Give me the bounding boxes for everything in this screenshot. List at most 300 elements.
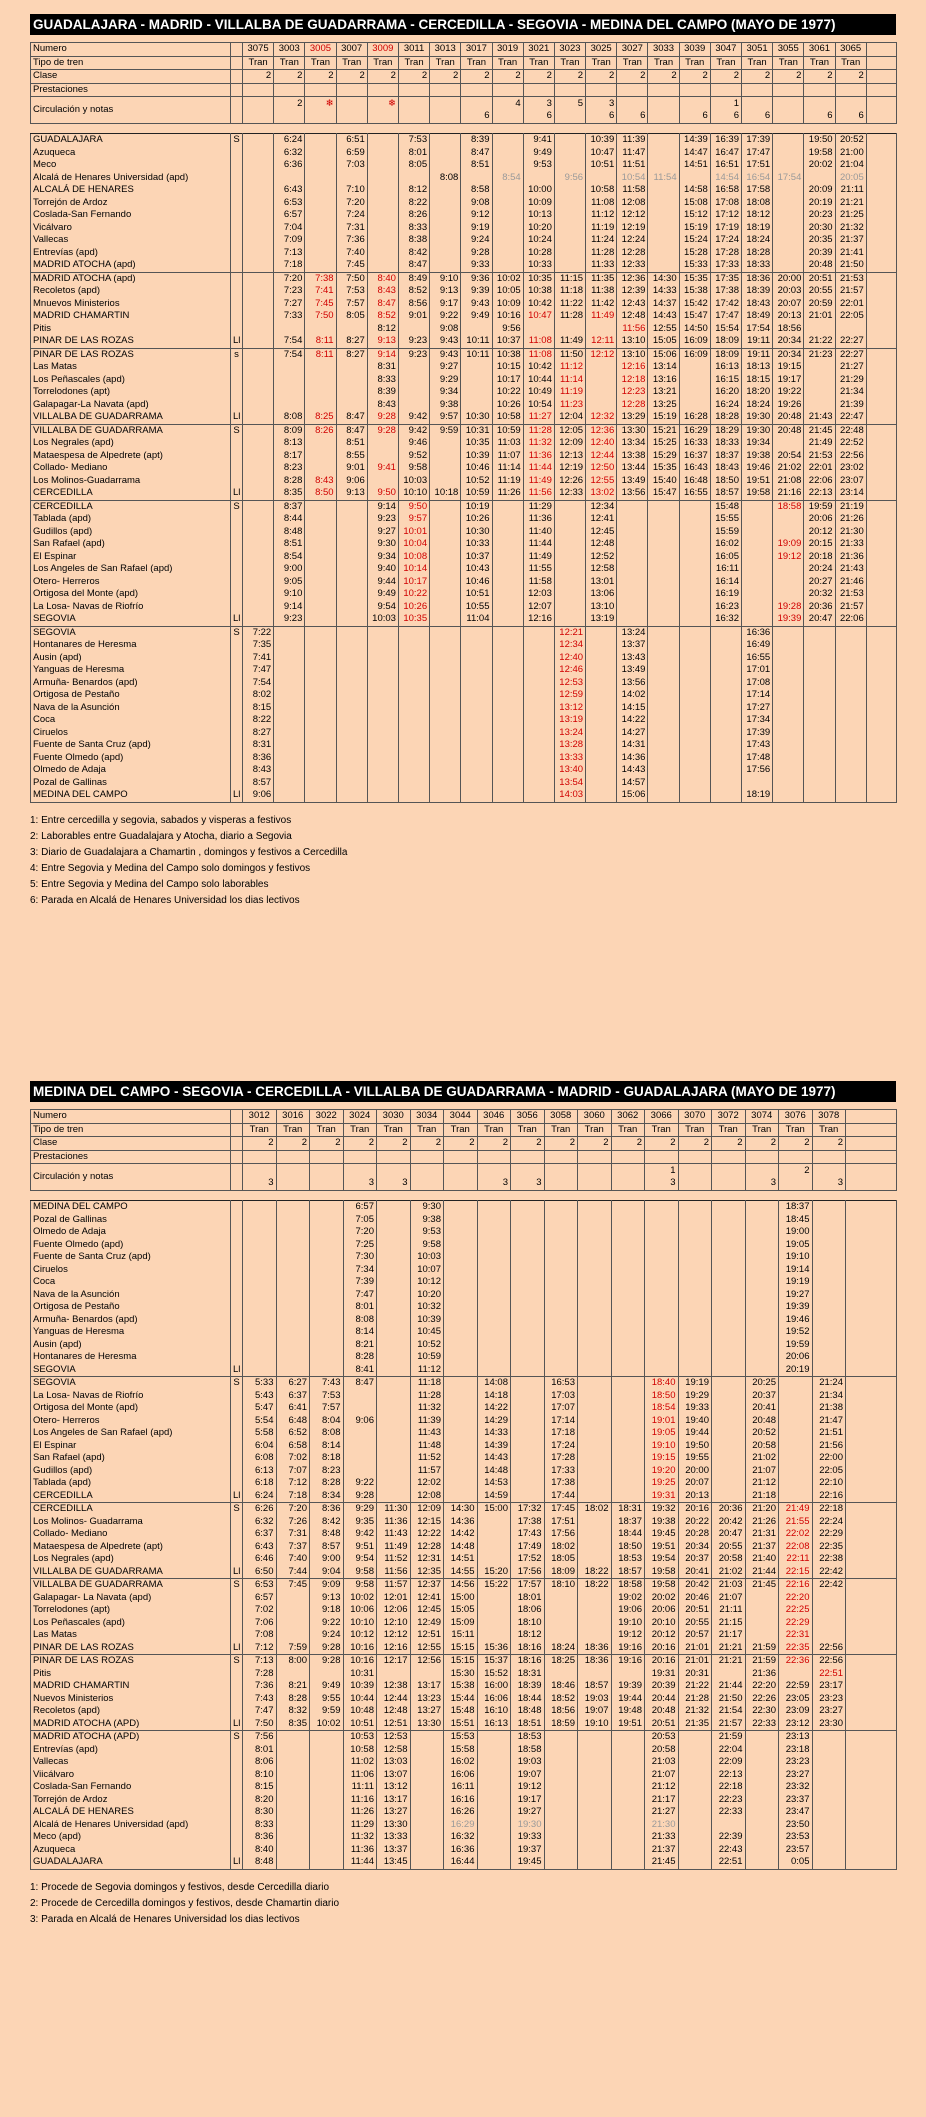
empty-cell	[804, 639, 835, 652]
time-cell: 14:30	[444, 1503, 478, 1516]
time-cell: 8:43	[243, 764, 274, 777]
empty-cell	[444, 1314, 478, 1327]
station-name: Ortigosa del Monte (apd)	[31, 1402, 231, 1415]
empty-cell	[835, 739, 866, 752]
time-cell: 16:05	[710, 551, 741, 564]
station-row	[31, 513, 897, 526]
time-cell: 20:34	[773, 348, 804, 361]
empty-cell	[554, 234, 585, 247]
time-cell: 11:58	[523, 576, 554, 589]
empty-cell	[773, 752, 804, 765]
time-cell: 21:30	[835, 526, 866, 539]
time-cell: 14:37	[648, 298, 679, 311]
station-flag	[231, 247, 243, 260]
time-cell: 19:05	[645, 1427, 679, 1440]
empty-cell	[243, 1339, 277, 1352]
empty-cell	[866, 752, 896, 765]
time-cell: 11:06	[343, 1769, 377, 1782]
empty-cell	[846, 1137, 897, 1151]
empty-cell	[712, 1377, 746, 1390]
time-cell: 12:05	[554, 424, 585, 437]
time-cell: 19:39	[611, 1680, 645, 1693]
time-cell: 17:08	[742, 677, 773, 690]
time-cell: 21:03	[645, 1756, 679, 1769]
time-cell: 15:44	[444, 1693, 478, 1706]
empty-cell	[846, 1314, 897, 1327]
empty-cell	[274, 677, 305, 690]
empty-cell	[511, 1289, 545, 1302]
time-cell: 9:14	[274, 601, 305, 614]
empty-cell	[461, 777, 492, 790]
empty-cell	[586, 639, 617, 652]
time-cell: 9:24	[310, 1629, 344, 1642]
time-cell: 12:40	[586, 437, 617, 450]
time-cell: 19:15	[773, 361, 804, 374]
time-cell: 19:06	[611, 1604, 645, 1617]
empty-cell	[430, 727, 461, 740]
station-flag: S	[231, 500, 243, 513]
time-cell: 17:45	[544, 1503, 578, 1516]
time-cell: 20:53	[645, 1731, 679, 1744]
time-cell: 9:49	[310, 1680, 344, 1693]
time-cell: 9:49	[461, 310, 492, 323]
empty-cell	[243, 1239, 277, 1252]
empty-cell	[367, 172, 398, 185]
empty-cell	[444, 1264, 478, 1277]
time-cell: 8:33	[367, 374, 398, 387]
empty-cell	[866, 97, 896, 124]
time-cell: 20:16	[645, 1655, 679, 1668]
empty-cell	[523, 702, 554, 715]
empty-cell	[554, 551, 585, 564]
time-cell: 19:27	[779, 1289, 813, 1302]
empty-cell	[679, 576, 710, 589]
empty-cell	[846, 1744, 897, 1757]
time-cell: 12:12	[586, 348, 617, 361]
train-c: 2	[742, 70, 773, 84]
time-cell: 16:36	[742, 626, 773, 639]
empty-cell	[773, 702, 804, 715]
time-cell: 11:28	[554, 310, 585, 323]
time-cell: 21:07	[645, 1769, 679, 1782]
time-cell: 9:46	[398, 437, 429, 450]
station-flag	[231, 1744, 243, 1757]
time-cell: 6:48	[276, 1415, 310, 1428]
time-cell: 21:23	[804, 348, 835, 361]
station-name: Azuqueca	[31, 1844, 231, 1857]
time-cell: 9:24	[461, 234, 492, 247]
time-cell: 13:24	[554, 727, 585, 740]
time-cell: 14:55	[444, 1566, 478, 1579]
time-cell: 12:09	[410, 1503, 444, 1516]
time-cell: 11:42	[586, 298, 617, 311]
empty-cell	[866, 652, 896, 665]
time-cell: 8:33	[243, 1819, 277, 1832]
empty-cell	[648, 739, 679, 752]
station-name: Yanguas de Heresma	[31, 664, 231, 677]
empty-cell	[554, 323, 585, 336]
time-cell: 13:01	[586, 576, 617, 589]
empty-cell	[444, 1289, 478, 1302]
time-cell: 9:19	[461, 222, 492, 235]
time-cell: 12:49	[410, 1617, 444, 1630]
empty-cell	[611, 1339, 645, 1352]
time-cell: 17:54	[773, 172, 804, 185]
station-row	[31, 1756, 897, 1769]
time-cell: 19:33	[678, 1402, 712, 1415]
empty-cell	[846, 1629, 897, 1642]
time-cell: 12:39	[617, 285, 648, 298]
empty-cell	[611, 1214, 645, 1227]
empty-cell	[544, 1214, 578, 1227]
empty-cell	[846, 1831, 897, 1844]
empty-cell	[578, 1819, 612, 1832]
time-cell: 18:02	[544, 1541, 578, 1554]
station-name: Torrelodones (apt)	[31, 1604, 231, 1617]
empty-cell	[305, 739, 336, 752]
empty-cell	[866, 576, 896, 589]
time-cell: 7:03	[336, 159, 367, 172]
empty-cell	[377, 1314, 411, 1327]
train-n: 3058	[544, 1110, 578, 1124]
empty-cell	[812, 1756, 846, 1769]
empty-cell	[430, 702, 461, 715]
station-flag: Ll	[231, 613, 243, 626]
empty-cell	[243, 374, 274, 387]
empty-cell	[773, 247, 804, 260]
empty-cell	[645, 1301, 679, 1314]
time-cell: 12:10	[377, 1617, 411, 1630]
time-cell: 22:31	[779, 1629, 813, 1642]
time-cell: 11:58	[617, 184, 648, 197]
station-name: Collado- Mediano	[31, 1528, 231, 1541]
time-cell: 18:24	[544, 1642, 578, 1655]
empty-cell	[648, 134, 679, 147]
header-flag	[231, 1150, 243, 1164]
empty-cell	[523, 789, 554, 802]
time-cell: 8:41	[343, 1364, 377, 1377]
time-cell: 22:09	[712, 1756, 746, 1769]
station-row	[31, 1744, 897, 1757]
train-t: Tran	[274, 56, 305, 70]
empty-cell	[444, 1465, 478, 1478]
time-cell: 9:13	[310, 1592, 344, 1605]
station-flag	[231, 513, 243, 526]
empty-cell	[779, 1465, 813, 1478]
time-cell: 11:28	[523, 424, 554, 437]
train-note	[379, 1165, 408, 1177]
train-n: 3024	[343, 1110, 377, 1124]
empty-cell	[679, 702, 710, 715]
empty-cell	[611, 1744, 645, 1757]
empty-cell	[367, 727, 398, 740]
time-cell: 10:35	[398, 613, 429, 626]
time-cell: 21:22	[678, 1680, 712, 1693]
time-cell: 8:47	[367, 298, 398, 311]
time-cell: 10:26	[398, 601, 429, 614]
empty-cell	[377, 1339, 411, 1352]
time-cell: 12:02	[410, 1477, 444, 1490]
empty-cell	[745, 1214, 779, 1227]
train-c: 2	[276, 1137, 310, 1151]
time-cell: 19:26	[773, 399, 804, 412]
train-stop-note: 3	[670, 1177, 676, 1188]
time-cell: 14:48	[444, 1541, 478, 1554]
empty-cell	[477, 1314, 511, 1327]
train-stop-note	[401, 110, 427, 122]
time-cell: 12:11	[586, 335, 617, 348]
train-stop-note: 6	[608, 110, 615, 121]
time-cell: 11:15	[554, 272, 585, 285]
empty-cell	[461, 789, 492, 802]
time-cell: 16:49	[742, 639, 773, 652]
empty-cell	[804, 714, 835, 727]
time-cell: 10:49	[523, 386, 554, 399]
time-cell: 16:28	[679, 411, 710, 424]
time-cell: 15:53	[444, 1731, 478, 1744]
empty-cell	[679, 652, 710, 665]
station-name: Torrejón de Ardoz	[31, 197, 231, 210]
time-cell: 11:35	[586, 272, 617, 285]
time-cell: 6:52	[276, 1427, 310, 1440]
footnote: 6: Parada en Alcalá de Henares Universidad los dias lectivos	[30, 894, 300, 906]
station-row	[31, 1579, 897, 1592]
header-label: Prestaciones	[31, 83, 231, 97]
empty-cell	[645, 1251, 679, 1264]
empty-cell	[866, 664, 896, 677]
empty-cell	[745, 1856, 779, 1869]
empty-cell	[679, 399, 710, 412]
empty-cell	[243, 1201, 277, 1214]
time-cell: 11:08	[586, 197, 617, 210]
empty-cell	[274, 739, 305, 752]
time-cell: 21:35	[678, 1718, 712, 1731]
empty-cell	[492, 777, 523, 790]
time-cell: 20:39	[804, 247, 835, 260]
empty-cell	[846, 1490, 897, 1503]
train-n: 3022	[310, 1110, 344, 1124]
empty-cell	[645, 1351, 679, 1364]
time-cell: 9:23	[367, 513, 398, 526]
empty-cell	[430, 613, 461, 626]
empty-cell	[243, 259, 274, 272]
empty-cell	[679, 777, 710, 790]
empty-cell	[243, 487, 274, 500]
empty-cell	[367, 777, 398, 790]
time-cell: 20:34	[678, 1541, 712, 1554]
train-c: 2	[367, 70, 398, 84]
empty-cell	[398, 714, 429, 727]
time-cell: 19:58	[645, 1566, 679, 1579]
empty-cell	[648, 147, 679, 160]
station-name: PINAR DE LAS ROZAS	[31, 1655, 231, 1668]
time-cell: 17:08	[710, 197, 741, 210]
train-note-cell	[398, 97, 429, 124]
train-n: 3055	[773, 43, 804, 57]
empty-cell	[611, 1731, 645, 1744]
train-note-cell	[835, 97, 866, 124]
empty-cell	[710, 727, 741, 740]
station-row	[31, 563, 897, 576]
empty-cell	[544, 1744, 578, 1757]
empty-cell	[430, 526, 461, 539]
train-note-cell	[523, 97, 554, 124]
station-flag	[231, 361, 243, 374]
station-name: Los Molinos- Guadarrama	[31, 1516, 231, 1529]
empty-cell	[444, 1440, 478, 1453]
empty-cell	[243, 386, 274, 399]
empty-cell	[578, 1781, 612, 1794]
station-flag	[231, 1452, 243, 1465]
train-stop-note	[245, 110, 271, 122]
time-cell: 12:41	[586, 513, 617, 526]
time-cell: 14:43	[477, 1452, 511, 1465]
time-cell: 23:57	[779, 1844, 813, 1857]
empty-cell	[523, 639, 554, 652]
empty-cell	[648, 689, 679, 702]
time-cell: 18:37	[611, 1516, 645, 1529]
train-n: 3066	[645, 1110, 679, 1124]
empty-cell	[398, 639, 429, 652]
empty-cell	[544, 1831, 578, 1844]
station-flag: S	[231, 1377, 243, 1390]
empty-cell	[866, 563, 896, 576]
empty-cell	[305, 764, 336, 777]
time-cell: 11:26	[343, 1806, 377, 1819]
time-cell: 7:02	[243, 1604, 277, 1617]
empty-cell	[492, 752, 523, 765]
time-cell: 22:27	[835, 335, 866, 348]
station-flag	[231, 1781, 243, 1794]
time-cell: 17:48	[742, 752, 773, 765]
empty-cell	[430, 777, 461, 790]
train-c: 2	[712, 1137, 746, 1151]
station-name: Alcalá de Henares Universidad (apd)	[31, 1819, 231, 1832]
station-row	[31, 752, 897, 765]
time-cell: 9:55	[310, 1693, 344, 1706]
empty-cell	[578, 1604, 612, 1617]
station-row	[31, 1314, 897, 1327]
time-cell: 8:52	[398, 285, 429, 298]
empty-cell	[846, 1528, 897, 1541]
empty-cell	[444, 1214, 478, 1227]
train-stop-note	[714, 1177, 743, 1189]
empty-cell	[745, 1364, 779, 1377]
train-t: Tran	[477, 1123, 511, 1137]
empty-cell	[835, 752, 866, 765]
time-cell: 19:51	[742, 475, 773, 488]
empty-cell	[611, 1806, 645, 1819]
time-cell: 19:40	[678, 1415, 712, 1428]
train-n: 3005	[305, 43, 336, 57]
empty-cell	[305, 563, 336, 576]
time-cell: 19:01	[645, 1415, 679, 1428]
empty-cell	[645, 1326, 679, 1339]
time-cell: 9:06	[243, 789, 274, 802]
empty-cell	[678, 1364, 712, 1377]
time-cell: 11:56	[377, 1566, 411, 1579]
time-cell: 18:43	[742, 298, 773, 311]
empty-cell	[243, 1251, 277, 1264]
empty-cell	[276, 1364, 310, 1377]
empty-cell	[745, 1769, 779, 1782]
empty-cell	[710, 777, 741, 790]
empty-cell	[511, 1490, 545, 1503]
empty-cell	[492, 601, 523, 614]
empty-cell	[866, 487, 896, 500]
time-cell: 8:57	[243, 777, 274, 790]
time-cell: 7:43	[243, 1693, 277, 1706]
station-flag	[231, 1214, 243, 1227]
empty-cell	[846, 1541, 897, 1554]
station-row	[31, 209, 897, 222]
time-cell: 16:48	[679, 475, 710, 488]
train-c: 2	[611, 1137, 645, 1151]
empty-cell	[773, 714, 804, 727]
time-cell: 20:05	[835, 172, 866, 185]
empty-cell	[648, 626, 679, 639]
time-cell: 11:49	[523, 475, 554, 488]
empty-cell	[804, 652, 835, 665]
time-cell: 20:57	[678, 1629, 712, 1642]
empty-cell	[276, 1264, 310, 1277]
empty-cell	[367, 159, 398, 172]
time-cell: 10:45	[410, 1326, 444, 1339]
empty-cell	[866, 310, 896, 323]
time-cell: 8:43	[367, 399, 398, 412]
time-cell: 8:55	[336, 450, 367, 463]
time-cell: 9:44	[367, 576, 398, 589]
empty-cell	[679, 752, 710, 765]
empty-cell	[305, 526, 336, 539]
empty-cell	[410, 1831, 444, 1844]
time-cell: 13:10	[617, 335, 648, 348]
footnotes	[30, 813, 896, 909]
time-cell: 6:37	[243, 1528, 277, 1541]
time-cell: 10:12	[410, 1276, 444, 1289]
empty-cell	[611, 1289, 645, 1302]
station-name: Entrevías (apd)	[31, 247, 231, 260]
train-number-row	[31, 1110, 897, 1124]
empty-cell	[710, 639, 741, 652]
empty-cell	[679, 739, 710, 752]
time-cell: 12:16	[617, 361, 648, 374]
time-cell: 10:20	[523, 222, 554, 235]
time-cell: 19:34	[742, 437, 773, 450]
time-cell: 8:44	[274, 513, 305, 526]
empty-cell	[492, 714, 523, 727]
time-cell: 7:26	[276, 1516, 310, 1529]
time-cell: 8:28	[276, 1693, 310, 1706]
time-cell: 14:42	[444, 1528, 478, 1541]
empty-cell	[511, 1276, 545, 1289]
time-cell: 8:14	[343, 1326, 377, 1339]
time-cell: 11:48	[410, 1440, 444, 1453]
empty-cell	[477, 1617, 511, 1630]
empty-cell	[648, 601, 679, 614]
time-cell: 11:43	[377, 1528, 411, 1541]
empty-cell	[742, 777, 773, 790]
empty-cell	[779, 1377, 813, 1390]
train-note-cell	[554, 97, 585, 124]
empty-cell	[554, 513, 585, 526]
train-c: 2	[274, 70, 305, 84]
time-cell: 16:44	[444, 1856, 478, 1869]
empty-cell	[611, 1769, 645, 1782]
empty-cell	[305, 361, 336, 374]
empty-cell	[243, 323, 274, 336]
station-row	[31, 1819, 897, 1832]
